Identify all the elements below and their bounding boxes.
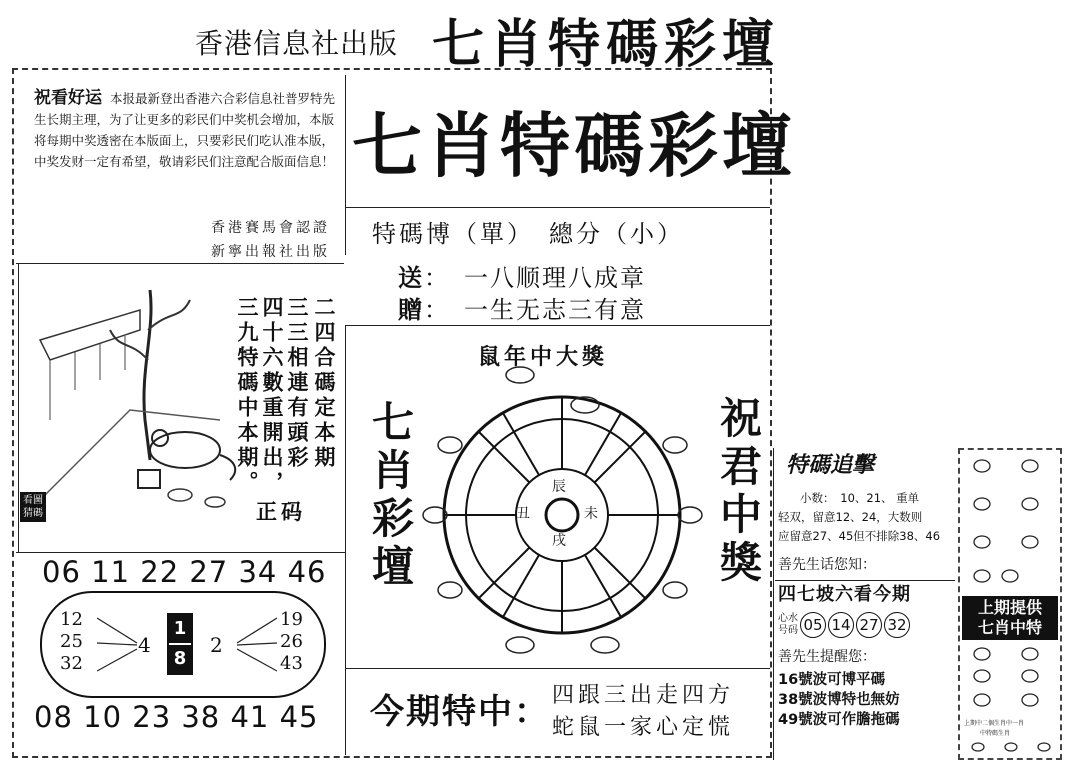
chase-line-1: 小数： 10、21、 重单 xyxy=(800,491,920,505)
numbers-top: 06 11 22 27 34 46 xyxy=(42,555,327,589)
oval-box-bottom: 8 xyxy=(169,643,191,673)
main-title: 七肖特碼彩壇 xyxy=(352,104,796,187)
luck-paragraph xyxy=(14,82,344,172)
chase-line-3: 应留意27、45但不排除38、46 xyxy=(778,529,941,543)
wheel-right-vertical: 祝君中獎 xyxy=(714,396,763,588)
oval-box-top: 1 xyxy=(169,615,191,643)
mr-title: 善先生话您知： xyxy=(778,557,876,573)
heart-number-3: 27 xyxy=(856,612,882,638)
cert-line-2: 新寧出報社出版 xyxy=(211,244,330,260)
wheel-label-wei: 未 xyxy=(584,506,598,522)
gift-label: 贈 xyxy=(398,296,424,324)
oval-right-1: 19 xyxy=(280,609,303,630)
this-period-label: 今期特中： xyxy=(370,692,550,732)
luck-text: 本报最新登出香港六合彩信息社普罗特先生长期主理，为了让更多的彩民们中奖机会增加，本版将每期中奖透密在本版面上，只要彩民们吃认准本版，中奖发财一定有希望，敬请彩民们注意配合版面信息！ xyxy=(34,91,335,169)
side-label: 看圖猜碼 xyxy=(20,492,46,522)
zodiac-icons-top xyxy=(964,454,1056,594)
wheel-top-text: 鼠年中大獎 xyxy=(478,345,609,370)
send-label: 送 xyxy=(398,264,424,292)
chase-panel xyxy=(778,448,953,730)
zodiac-icons-foot xyxy=(966,738,1056,756)
cert-line-1: 香港賽馬會認證 xyxy=(211,220,330,236)
gift-row: 贈： 一生无志三有意 xyxy=(398,296,646,324)
zodiac-wheel-image xyxy=(420,345,710,665)
heart-number-2: 14 xyxy=(828,612,854,638)
poem-column-3: 四十六數重開出， xyxy=(260,296,284,496)
tip-line-3: 49號波可作膽拖碼 xyxy=(778,712,900,728)
header-title: 七肖特碼彩壇 xyxy=(432,14,781,75)
poem-column-1: 二四合碼定本期 xyxy=(312,296,336,471)
chase-line-2: 轻双，留意12、24，大数则 xyxy=(778,510,923,524)
zodiac-strip xyxy=(958,448,1062,760)
oval-center-left: 4 xyxy=(138,633,151,657)
gift-text: 一生无志三有意 xyxy=(464,296,646,324)
oval-left-2: 25 xyxy=(60,631,83,652)
send-row: 送： 一八顺理八成章 xyxy=(398,264,646,292)
tip-line-2: 38號波博特也無妨 xyxy=(778,692,900,708)
oval-right-2: 26 xyxy=(280,631,303,652)
this-period-line-1: 四跟三出走四方 xyxy=(552,683,735,708)
cert-block xyxy=(150,216,330,264)
zodiac-icons-bottom xyxy=(964,644,1056,714)
heart-row xyxy=(778,612,953,638)
wheel-label-chou: 丑 xyxy=(516,506,530,522)
poem-column-4: 三九特碼中本期。 xyxy=(235,296,259,496)
rat-sketch-image xyxy=(20,270,245,530)
heart-label: 心水号码 xyxy=(778,613,798,636)
strip-foot-2: 中特碼生肖 xyxy=(980,730,1011,737)
strip-foot-1: 上期中二個生肖中一肖 xyxy=(964,720,1025,727)
bet-line: 特碼博（單） 總分（小） xyxy=(372,220,684,248)
send-text: 一八顺理八成章 xyxy=(464,264,646,292)
poem-column-2: 三三相連有頭彩 xyxy=(285,296,309,471)
last-period-box xyxy=(962,596,1058,640)
last-period-line-1: 上期提供 xyxy=(977,598,1042,617)
oval-left-1: 12 xyxy=(60,609,83,630)
wheel-label-chen: 辰 xyxy=(552,479,566,495)
publisher-label: 香港信息社出版 xyxy=(195,27,399,60)
oval-left-3: 32 xyxy=(60,653,83,674)
wheel-left-vertical: 七肖彩壇 xyxy=(366,400,415,592)
last-period-line-2: 七肖中特 xyxy=(977,618,1042,637)
tip-line-1: 16號波可博平碼 xyxy=(778,672,886,688)
luck-title: 祝看好运 xyxy=(34,88,102,108)
number-oval xyxy=(40,591,326,698)
chase-title: 特碼追擊 xyxy=(786,453,875,478)
oval-right-3: 43 xyxy=(280,653,303,674)
numbers-bottom: 08 10 23 38 41 45 xyxy=(34,700,319,734)
heart-number-4: 32 xyxy=(884,612,910,638)
tip-title: 善先生提醒您： xyxy=(778,649,876,665)
oval-center-box xyxy=(167,613,193,675)
oval-center-right: 2 xyxy=(210,633,223,657)
mr-main: 四七坡六看今期 xyxy=(778,584,911,605)
poem-tail: 正码 xyxy=(256,500,306,524)
wheel-label-xu: 戌 xyxy=(552,533,566,549)
heart-number-1: 05 xyxy=(800,612,826,638)
this-period-line-2: 蛇鼠一家心定慌 xyxy=(552,715,735,740)
